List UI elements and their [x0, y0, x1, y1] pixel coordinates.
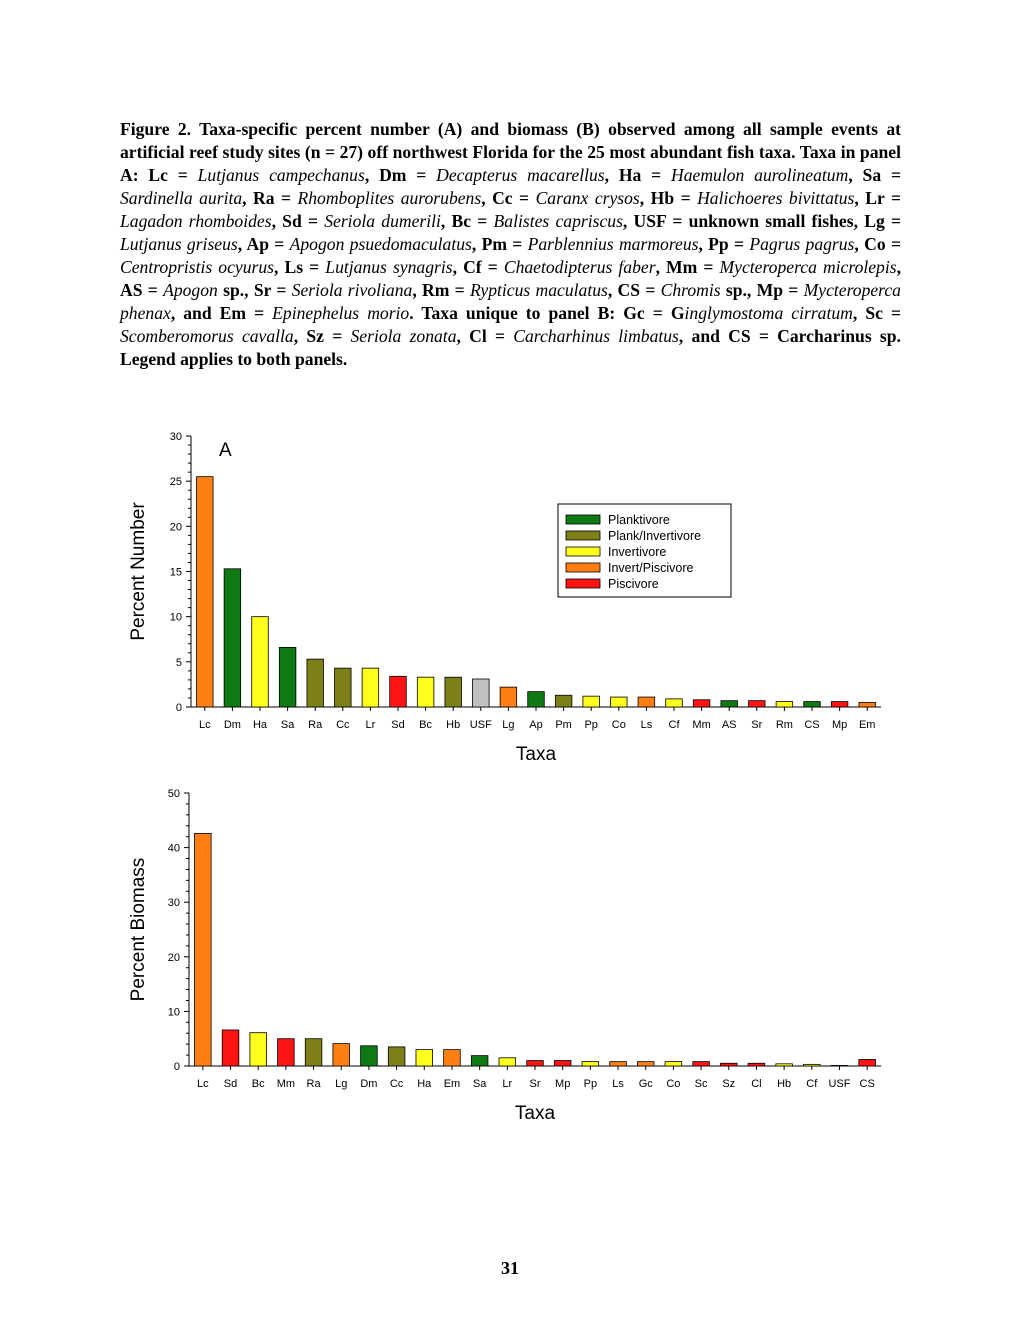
bar-cl — [748, 1063, 765, 1066]
bar-cc — [388, 1047, 405, 1066]
species-name: Decapterus macarellus — [436, 165, 605, 185]
caption-segment: , Ap = — [237, 234, 290, 254]
bar-sa — [279, 647, 296, 707]
caption-segment: , Pm = — [471, 234, 528, 254]
y-axis-title: Percent Number — [128, 502, 149, 641]
species-name: Epinephelus morio — [272, 303, 410, 323]
bar-cc — [335, 668, 352, 707]
x-tick-label: Hb — [777, 1078, 792, 1090]
legend-swatch — [566, 547, 600, 556]
x-tick-label: Gc — [638, 1078, 653, 1090]
caption-segment: , AS = — [120, 257, 901, 300]
caption-segment: , USF = unknown small fishes, Lg = — [622, 211, 901, 231]
y-tick-label: 25 — [169, 476, 182, 489]
y-tick-label: 10 — [169, 611, 182, 624]
y-tick-label: 40 — [167, 842, 180, 855]
legend-swatch — [566, 515, 600, 524]
species-name: Rhomboplites aurorubens — [297, 188, 482, 208]
caption-segment: , Bc = — [440, 211, 494, 231]
bar-dm — [361, 1046, 378, 1066]
species-name: inglymostoma cirratum — [684, 303, 853, 323]
bar-sd — [222, 1030, 239, 1066]
bar-hb — [776, 1064, 793, 1066]
x-tick-label: Sr — [529, 1078, 541, 1090]
x-tick-label: Mm — [692, 719, 711, 731]
x-tick-label: Lc — [197, 1078, 209, 1090]
species-name: Haemulon aurolineatum — [671, 165, 849, 185]
x-tick-label: Lg — [502, 719, 515, 731]
y-axis-title: Percent Biomass — [128, 857, 149, 1002]
x-tick-label: Mp — [555, 1078, 571, 1090]
caption-segment: , Pp = — [698, 234, 750, 254]
x-tick-label: Mp — [831, 719, 848, 731]
caption-segment: , Hb = — [639, 188, 698, 208]
y-tick-label: 5 — [175, 656, 182, 669]
page-number: 31 — [501, 1258, 519, 1278]
figure-caption — [120, 118, 901, 371]
x-tick-label: Pp — [583, 1078, 598, 1090]
legend-label: Piscivore — [608, 577, 659, 591]
x-tick-label: Ra — [306, 1078, 321, 1090]
bar-ha — [252, 617, 269, 707]
caption-segment: , Co = — [854, 234, 901, 254]
x-tick-label: Co — [666, 1078, 681, 1090]
species-name: Scomberomorus cavalla — [120, 326, 294, 346]
x-tick-label: Bc — [251, 1078, 265, 1090]
x-tick-label: Sc — [694, 1078, 708, 1090]
species-name: Rypticus maculatus — [469, 280, 608, 300]
caption-segment: , Cf = — [452, 257, 504, 277]
y-tick-label: 15 — [169, 566, 182, 579]
caption-segment: , Cl = — [456, 326, 514, 346]
caption-segment: , Dm = — [364, 165, 437, 185]
species-name: Chaetodipterus faber — [503, 257, 656, 277]
bar-pp — [583, 696, 600, 707]
caption-segment: , Sc = — [852, 303, 901, 323]
bar-ra — [305, 1039, 322, 1066]
caption-segment: , Rm = — [412, 280, 470, 300]
x-tick-label: Sr — [751, 719, 763, 731]
x-tick-label: Cc — [389, 1078, 404, 1090]
y-tick-label: 50 — [167, 788, 180, 800]
x-axis-title: Taxa — [514, 1103, 556, 1124]
bar-lc — [195, 833, 212, 1066]
x-tick-label: Ls — [640, 719, 653, 731]
legend-swatch — [566, 531, 600, 540]
bar-pp — [582, 1062, 599, 1066]
panel-b-percent-biomass-chart — [0, 780, 1020, 1130]
species-name: Mycteroperca phenax — [120, 280, 901, 323]
bar-mp — [831, 702, 848, 707]
x-tick-label: Cl — [751, 1078, 762, 1090]
caption-segment: sp., Sr = — [217, 280, 292, 300]
bar-lr — [499, 1058, 516, 1066]
x-axis-title: Taxa — [515, 744, 557, 765]
y-tick-label: 0 — [175, 702, 182, 714]
species-name: Balistes capriscus — [493, 211, 623, 231]
bar-co — [665, 1062, 682, 1066]
species-name: Caranx crysos — [535, 188, 640, 208]
x-tick-label: Ha — [252, 719, 268, 731]
bar-hb — [445, 677, 462, 707]
species-name: Pagrus pagrus — [749, 234, 855, 254]
x-tick-label: Sd — [223, 1078, 238, 1090]
caption-segment: , CS = — [607, 280, 661, 300]
x-tick-label: CS — [804, 719, 820, 731]
bar-em — [444, 1050, 461, 1066]
species-name: Seriola rivoliana — [291, 280, 413, 300]
bar-sa — [471, 1056, 488, 1066]
caption-segment: , Mm = — [655, 257, 720, 277]
x-tick-label: Dm — [360, 1078, 378, 1090]
bar-sz — [720, 1063, 737, 1066]
y-tick-label: 20 — [169, 521, 182, 534]
caption-segment: , Ha = — [604, 165, 672, 185]
bar-sr — [527, 1061, 544, 1066]
bar-ls — [610, 1062, 627, 1066]
x-tick-label: Hb — [446, 719, 461, 731]
x-tick-label: Pm — [555, 719, 572, 731]
caption-text — [120, 119, 901, 369]
x-tick-label: CS — [859, 1078, 875, 1090]
y-tick-label: 0 — [173, 1061, 180, 1073]
bar-lg — [500, 687, 517, 707]
species-name: Mycteroperca microlepis — [719, 257, 897, 277]
bar-pm — [555, 695, 572, 707]
bar-bc — [417, 677, 434, 707]
species-name: Centropristis ocyurus — [120, 257, 275, 277]
x-tick-label: Lg — [335, 1078, 348, 1090]
x-tick-label: Lc — [198, 719, 211, 731]
bar-usf — [831, 1065, 848, 1066]
legend-label: Plank/Invertivore — [608, 529, 702, 543]
x-tick-label: Em — [858, 719, 876, 731]
x-tick-label: Ap — [529, 719, 543, 731]
caption-segment: , Sd = — [271, 211, 325, 231]
bar-ls — [638, 697, 655, 707]
panel-a-percent-number-chart — [0, 420, 1020, 770]
y-tick-label: 30 — [169, 431, 182, 443]
species-name: Halichoeres bivittatus — [697, 188, 855, 208]
bar-ap — [528, 692, 545, 707]
bar-sr — [749, 701, 766, 707]
species-name: Carcharhinus limbatus — [513, 326, 679, 346]
x-tick-label: Mm — [276, 1078, 296, 1090]
bar-mm — [278, 1039, 295, 1066]
bar-ha — [416, 1050, 433, 1066]
bar-dm — [224, 569, 241, 707]
species-name: Lutjanus campechanus — [197, 165, 365, 185]
caption-segment: , Cc = — [481, 188, 536, 208]
bar-usf — [473, 679, 490, 707]
x-tick-label: Em — [443, 1078, 461, 1090]
x-tick-label: Pp — [584, 719, 598, 731]
bar-bc — [250, 1033, 267, 1066]
bar-ra — [307, 659, 324, 707]
x-tick-label: Dm — [223, 719, 241, 731]
x-tick-label: Sz — [722, 1078, 736, 1090]
species-name: Sardinella aurita — [120, 188, 243, 208]
bar-co — [611, 697, 628, 707]
x-tick-label: Lr — [502, 1078, 513, 1090]
x-tick-label: Sd — [391, 719, 405, 731]
species-name: Seriola dumerili — [324, 211, 441, 231]
bar-as — [721, 701, 738, 707]
legend-label: Invertivore — [608, 545, 667, 559]
bar-cf — [666, 699, 683, 707]
x-tick-label: Rm — [775, 719, 793, 731]
panel-label: A — [219, 440, 232, 461]
legend — [558, 504, 731, 597]
x-tick-label: Sa — [280, 719, 295, 731]
bar-lr — [362, 668, 379, 707]
caption-segment: , Sz = — [293, 326, 351, 346]
bar-rm — [776, 702, 793, 707]
x-tick-label: Lr — [365, 719, 376, 731]
x-tick-label: Sa — [472, 1078, 487, 1090]
bar-sd — [390, 676, 407, 707]
y-tick-label: 30 — [167, 897, 180, 910]
caption-segment: . Taxa unique to panel B: Gc = G — [409, 303, 685, 323]
species-name: Lutjanus griseus — [120, 234, 238, 254]
x-tick-label: AS — [721, 719, 737, 731]
bar-gc — [637, 1062, 654, 1066]
legend-swatch — [566, 563, 600, 572]
species-name: Apogon — [163, 280, 218, 300]
caption-segment: , Sa = — [848, 165, 901, 185]
caption-segment: Figure 2. Taxa-specific percent number (A) and biomass (B) observed among all sample events at artificial reef study sites (n = 27) off northwest Florida for the 25 most abundant fish taxa. Taxa in panel A: Lc = — [120, 119, 901, 185]
species-name: Parblennius marmoreus — [527, 234, 699, 254]
caption-segment: , Ls = — [274, 257, 326, 277]
species-name: Chromis — [660, 280, 721, 300]
legend-swatch — [566, 579, 600, 588]
caption-segment: , Ra = — [242, 188, 298, 208]
x-tick-label: Ls — [612, 1078, 624, 1090]
x-tick-label: USF — [469, 719, 492, 731]
caption-segment: , Lr = — [854, 188, 901, 208]
legend-label: Planktivore — [608, 513, 670, 527]
species-name: Lutjanus synagris — [325, 257, 453, 277]
y-tick-label: 20 — [167, 951, 180, 964]
bar-sc — [693, 1062, 710, 1066]
bar-mm — [693, 700, 710, 707]
x-tick-label: Cf — [668, 719, 680, 731]
bar-cf — [803, 1064, 820, 1066]
y-tick-label: 10 — [167, 1006, 180, 1019]
bar-lg — [333, 1044, 350, 1066]
species-name: Apogon psuedomaculatus — [289, 234, 472, 254]
bar-em — [859, 702, 876, 707]
x-tick-label: Cc — [336, 719, 350, 731]
caption-segment: , and Em = — [170, 303, 273, 323]
x-tick-label: USF — [828, 1078, 851, 1090]
x-tick-label: Co — [611, 719, 626, 731]
x-tick-label: Cf — [806, 1078, 818, 1090]
caption-segment: , and CS = Carcharinus sp. Legend applies to both panels. — [120, 326, 901, 369]
legend-label: Invert/Piscivore — [608, 561, 694, 575]
bar-cs — [859, 1059, 876, 1066]
species-name: Lagadon rhomboides — [120, 211, 272, 231]
species-name: Seriola zonata — [350, 326, 457, 346]
bar-mp — [554, 1061, 571, 1066]
x-tick-label: Ha — [417, 1078, 432, 1090]
x-tick-label: Bc — [419, 719, 433, 731]
bar-cs — [804, 702, 821, 707]
caption-segment: sp., Mp = — [720, 280, 804, 300]
x-tick-label: Ra — [308, 719, 323, 731]
bar-lc — [197, 477, 214, 707]
